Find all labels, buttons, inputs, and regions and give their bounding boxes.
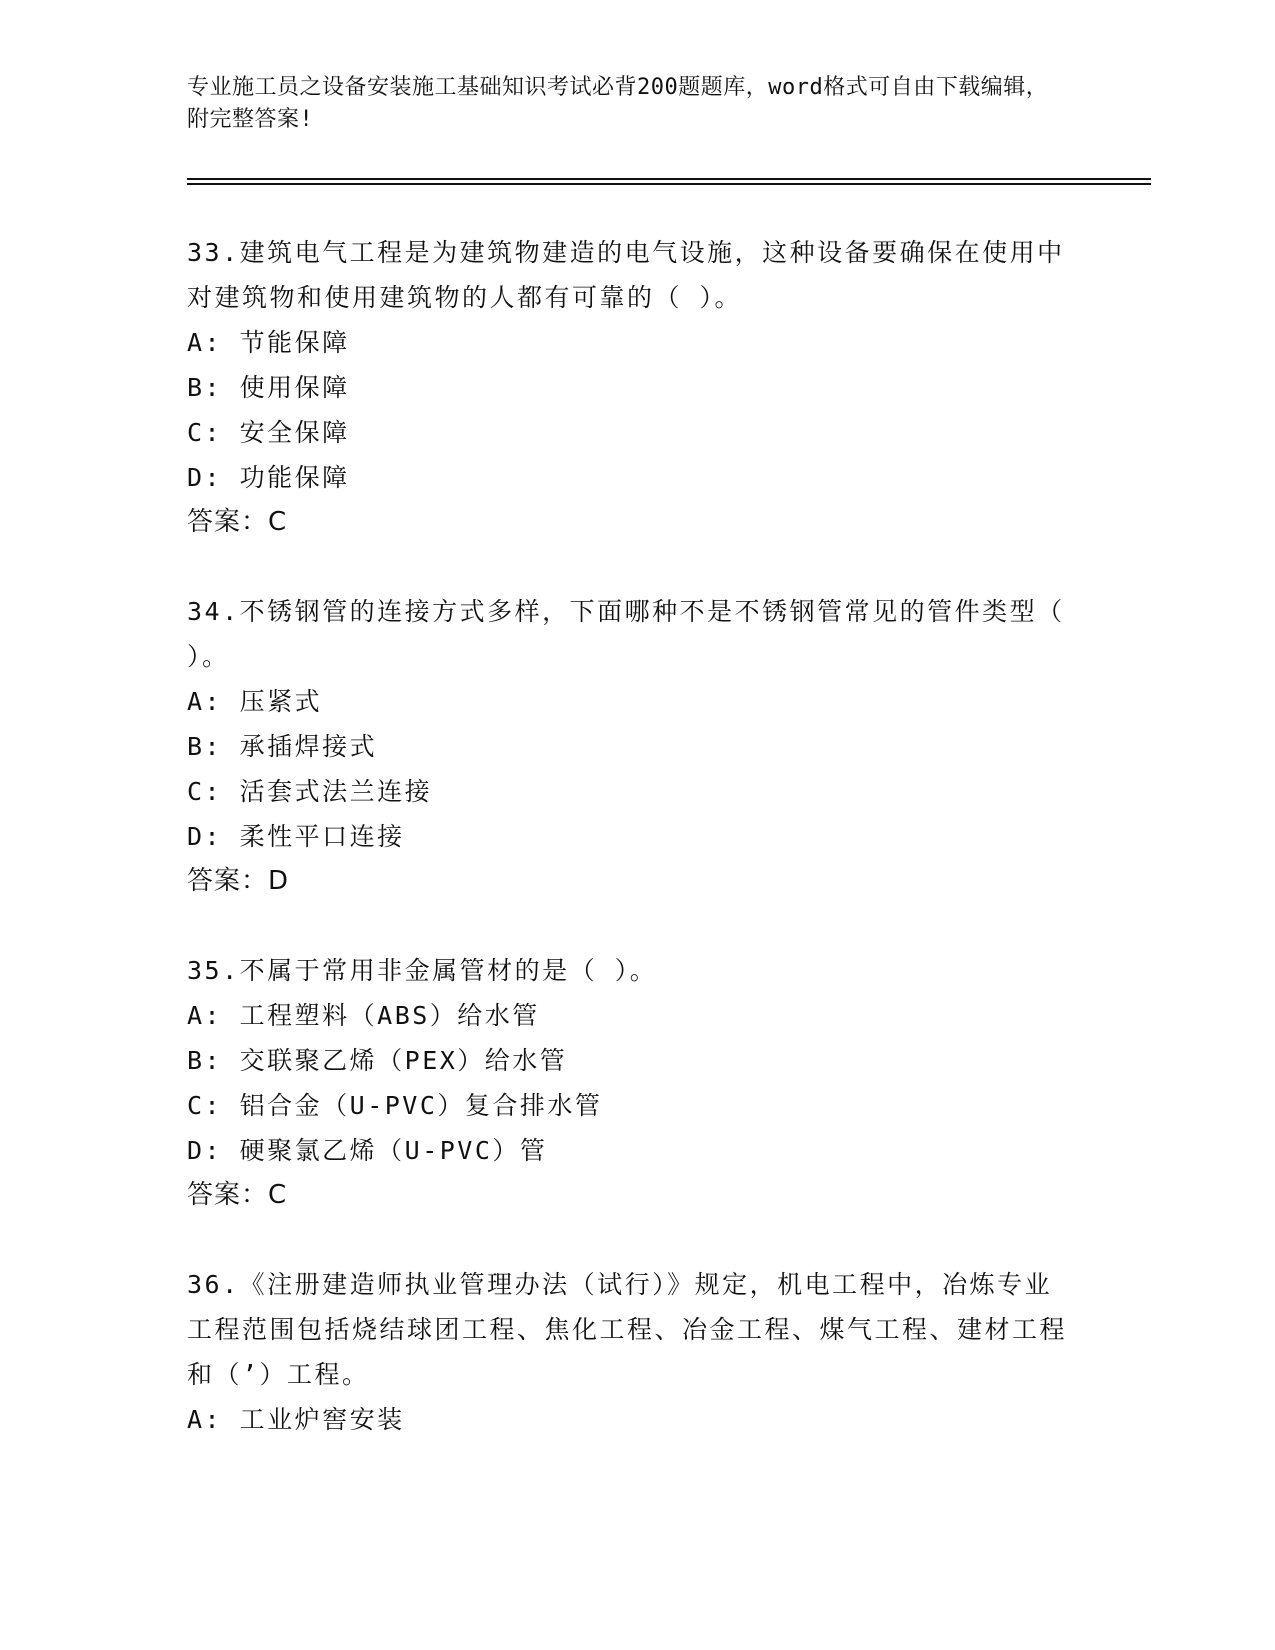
option-d: D: 硬聚氯乙烯（U-PVC）管 — [187, 1136, 548, 1165]
question-stem: 33.建筑电气工程是为建筑物建造的电气设施，这种设备要确保在使用中对建筑物和使用建筑物的人都有可靠的（ ）。 — [187, 238, 1065, 312]
option-a: A: 工业炉窖安装 — [187, 1405, 405, 1434]
answer-line: 答案：C — [187, 507, 288, 537]
header-divider-top — [187, 178, 1151, 180]
question-33 — [187, 230, 1087, 545]
option-c: C: 活套式法兰连接 — [187, 777, 433, 806]
option-a: A: 节能保障 — [187, 328, 350, 357]
document-header: 专业施工员之设备安装施工基础知识考试必背200题题库，word格式可自由下载编辑，附完整答案! — [187, 75, 1049, 132]
answer-line: 答案：D — [187, 866, 290, 896]
option-d: D: 功能保障 — [187, 463, 350, 492]
question-stem: 36.《注册建造师执业管理办法（试行）》规定，机电工程中，冶炼专业工程范围包括烧结球团工程、焦化工程、冶金工程、煤气工程、建材工程和（’）工程。 — [187, 1270, 1068, 1389]
option-d: D: 柔性平口连接 — [187, 822, 405, 851]
option-b: B: 承插焊接式 — [187, 732, 378, 761]
option-b: B: 使用保障 — [187, 373, 350, 402]
option-b: B: 交联聚乙烯（PEX）给水管 — [187, 1046, 568, 1075]
header-divider-bottom — [187, 183, 1151, 185]
question-34 — [187, 589, 1087, 904]
answer-line: 答案：C — [187, 1180, 288, 1210]
question-stem: 34.不锈钢管的连接方式多样，下面哪种不是不锈钢管常见的管件类型（ ）。 — [187, 597, 1065, 671]
question-stem: 35.不属于常用非金属管材的是（ ）。 — [187, 956, 658, 985]
option-c: C: 安全保障 — [187, 418, 350, 447]
option-c: C: 铝合金（U-PVC）复合排水管 — [187, 1091, 603, 1120]
question-36 — [187, 1262, 1087, 1442]
option-a: A: 压紧式 — [187, 687, 323, 716]
question-35 — [187, 948, 1087, 1218]
question-list — [187, 230, 1087, 1486]
option-a: A: 工程塑料（ABS）给水管 — [187, 1001, 540, 1030]
